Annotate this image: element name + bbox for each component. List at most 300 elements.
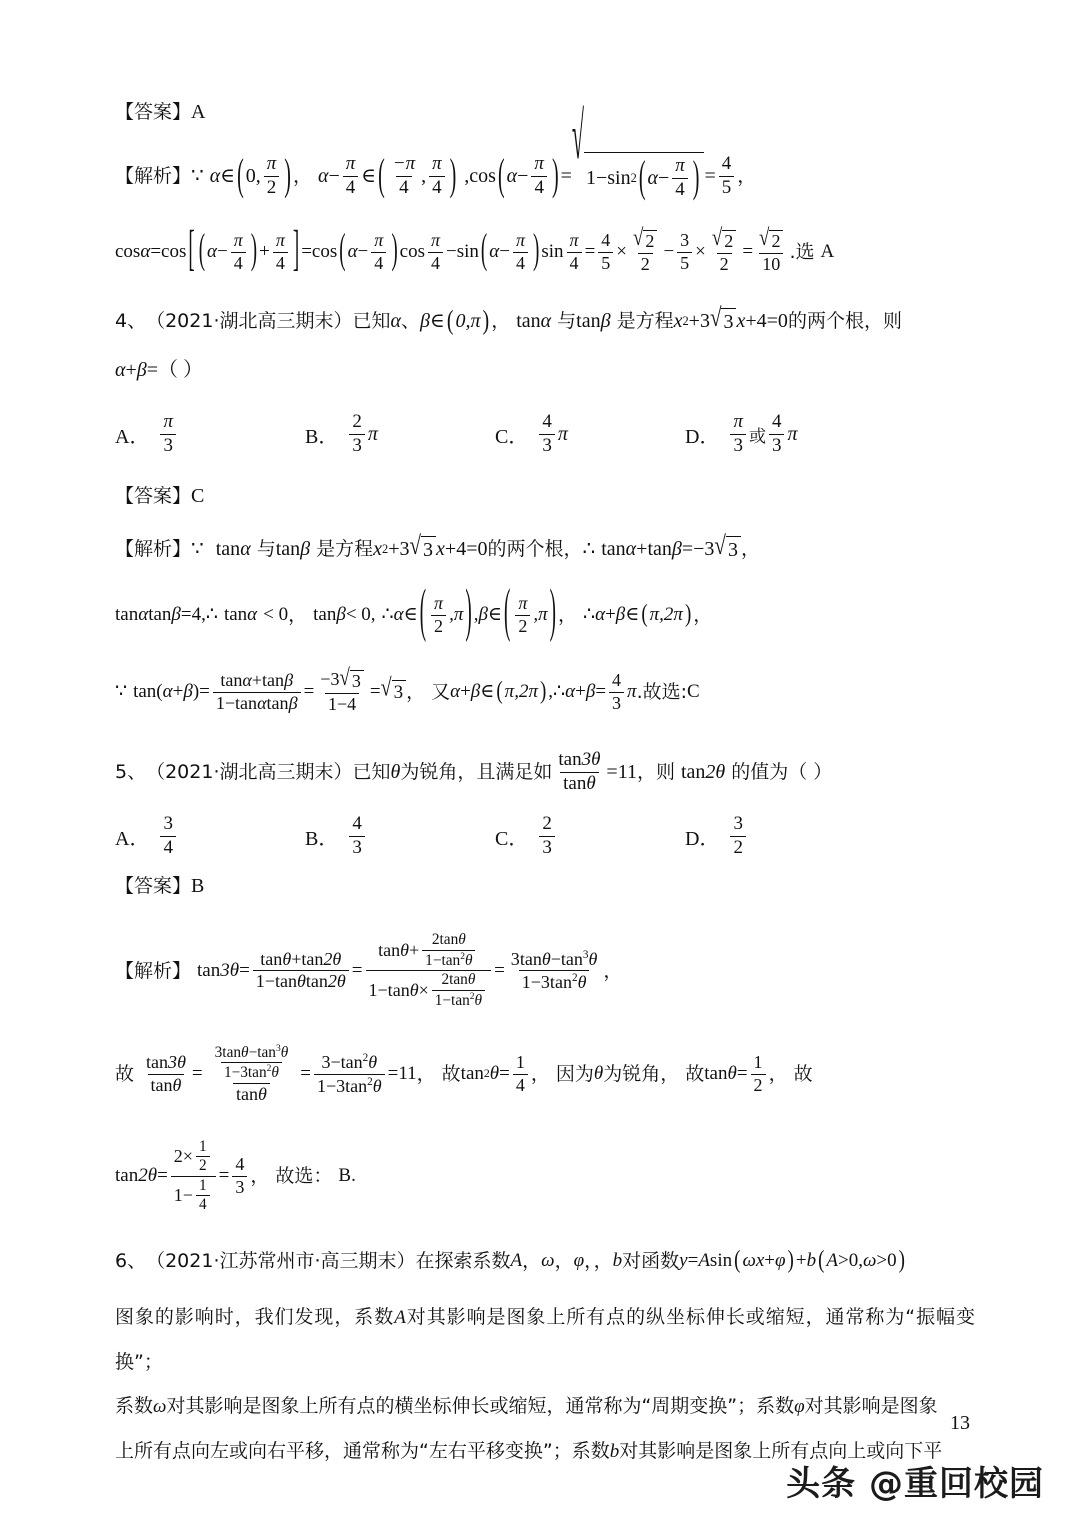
fraction-pi-4	[343, 154, 359, 198]
sin-argument	[637, 153, 702, 203]
condition-gt-2: >0	[876, 1249, 897, 1271]
numerator	[217, 671, 296, 691]
para4-text-a: 上所有点向左或向右平移，通常称为“左右平移变换”；系数	[115, 1439, 610, 1462]
denominator	[233, 1083, 270, 1104]
comma-c: ,	[370, 603, 376, 625]
beta-var-e: β	[478, 603, 488, 625]
option-a-label: A．	[115, 827, 150, 850]
tan2theta-operator: tan	[115, 1164, 139, 1186]
problem5-answer-letter: B	[191, 875, 205, 898]
option-a-value	[160, 814, 176, 858]
comma-1: ，	[491, 309, 511, 332]
denominator: 2	[515, 615, 530, 636]
num-3minus-tan: 3−tan	[321, 1052, 363, 1073]
choose-text: 故选：	[275, 1164, 333, 1187]
paren-right: )	[539, 676, 547, 706]
denominator	[366, 970, 492, 1009]
tan-operator-b: tan	[704, 1062, 728, 1084]
plus-sign: +	[636, 538, 648, 561]
square-root-2	[633, 224, 657, 252]
because-text: 因为	[555, 1062, 594, 1085]
interval-value: 0,π	[455, 310, 481, 333]
comma-c: ，	[768, 1062, 788, 1085]
interval-value: π,2π	[504, 680, 538, 702]
function-omega: ω	[742, 1249, 756, 1271]
radical-symbol: √	[714, 530, 726, 561]
equals-2: =	[351, 959, 363, 981]
num-tan: tan	[146, 1052, 169, 1073]
alpha-var-4: α	[647, 167, 658, 190]
den-times: ×	[418, 980, 429, 1001]
plus-d: +	[460, 680, 471, 702]
square-root-2b	[711, 224, 736, 252]
comma: ，	[250, 1164, 270, 1187]
denominator: 4	[428, 252, 443, 273]
denominator: 4	[513, 252, 528, 273]
radicand	[584, 152, 704, 203]
option-c[interactable]	[495, 412, 685, 456]
num-theta: θ	[400, 940, 409, 961]
radicand: 3	[421, 536, 436, 562]
analysis-label: 【解析】	[115, 959, 192, 982]
alpha-var-f: α	[595, 603, 606, 625]
also-text: 又	[431, 680, 451, 703]
den-tan-2: tan	[266, 692, 289, 713]
coefficient-b: b	[612, 1249, 623, 1271]
num-2times: 2×	[173, 1145, 193, 1166]
num-plus: +	[408, 940, 420, 961]
page-number: 13	[950, 1412, 970, 1434]
denominator: 3	[539, 836, 555, 859]
option-b[interactable]	[305, 412, 495, 456]
paren-right: )	[465, 579, 472, 645]
option-b-label: B．	[305, 425, 339, 448]
fraction-pi-4-i	[513, 231, 528, 273]
answer-label: 【答案】	[115, 100, 192, 123]
paren-left: (	[503, 579, 511, 645]
denominator: 3	[349, 836, 365, 859]
fraction-pi-4-f	[273, 231, 288, 273]
problem5-number: 5、	[115, 760, 147, 783]
num-theta-2: 2θ	[323, 949, 342, 969]
outer-den-theta: θ	[258, 1084, 267, 1105]
den-tan-1: tan	[235, 692, 258, 713]
denominator	[171, 1176, 216, 1214]
numerator: π	[430, 230, 441, 251]
tan-arg-4: β	[671, 538, 682, 561]
denominator	[148, 1074, 185, 1095]
problem4-answer-letter: C	[191, 485, 205, 508]
tan-open: tan(	[133, 680, 163, 702]
comma-f: ，	[406, 680, 426, 703]
para3-text-a: 系数	[115, 1394, 154, 1417]
num-tan-2: tan	[262, 670, 285, 691]
option-d-label: D．	[685, 425, 720, 448]
bracket-left: [	[188, 222, 195, 278]
tan-operator-1: tan	[215, 538, 241, 561]
denominator: 4	[160, 836, 176, 859]
function-plus-b: +	[795, 1249, 807, 1271]
plus-c: +	[172, 680, 184, 702]
page-content	[115, 97, 975, 1474]
problem3-answer-line	[115, 100, 975, 124]
problem5-options-row	[115, 814, 975, 858]
option-c-label: C．	[495, 827, 529, 850]
equation-exponent: 2	[382, 541, 389, 556]
tan-sq-theta: θ	[489, 1062, 500, 1084]
therefore-text-c: 故	[685, 1062, 705, 1085]
denominator: 2	[751, 1074, 766, 1095]
inner-den-theta: θ	[474, 992, 483, 1010]
function-b: b	[806, 1249, 817, 1271]
numerator: 2	[352, 411, 362, 433]
fraction-tan3theta-over-tantheta	[555, 750, 603, 794]
fraction-neg-pi-4	[390, 154, 418, 198]
option-b[interactable]	[305, 814, 495, 858]
function-equals: =	[687, 1249, 699, 1271]
numerator	[709, 224, 739, 253]
function-sin-argument	[732, 1245, 796, 1275]
alpha-var-i: α	[565, 680, 576, 702]
function-conditions	[816, 1245, 907, 1275]
den-theta-2: 2θ	[327, 971, 346, 992]
therefore-text-b: 故	[441, 1062, 461, 1085]
interval-neg-pi4-pi4	[376, 151, 458, 201]
equals-3: =	[494, 959, 505, 981]
numerator: 2	[542, 813, 552, 835]
paren-right: )	[692, 153, 700, 203]
problem5-final-answer: B.	[338, 1164, 356, 1186]
fraction-pi-2-b	[515, 594, 530, 636]
tan-sq-exp: 2	[483, 1067, 490, 1081]
problem6-stem-b: 对函数	[622, 1249, 680, 1272]
numerator: 4	[601, 230, 611, 251]
cos-arg-c	[337, 226, 399, 274]
square-root-2c	[759, 224, 783, 252]
alpha-var: α	[209, 165, 221, 188]
minus-c: −	[446, 240, 457, 262]
denominator: 4	[531, 176, 547, 199]
option-b-label: B．	[305, 827, 339, 850]
denominator: 2	[264, 176, 280, 199]
problem5-answer-line	[115, 874, 975, 898]
tan-operator: tan	[680, 761, 706, 784]
radicand: 3	[392, 680, 407, 705]
because-symbol: ∵	[115, 680, 128, 702]
element-of-d: ∈	[480, 680, 495, 702]
paren-left: (	[419, 579, 427, 645]
problem4-stem-b: 是方程	[616, 309, 674, 332]
denominator: 4	[371, 252, 386, 273]
numerator	[375, 932, 481, 970]
denominator: 4	[567, 252, 582, 273]
fraction-neg3sqrt3-over-1minus4	[317, 665, 367, 714]
paren-right: )	[551, 151, 559, 201]
numerator: π	[374, 230, 384, 251]
question-beta: β	[136, 359, 147, 382]
condition-gt-1: >0,	[838, 1249, 863, 1271]
equation-x2: x	[436, 538, 445, 561]
inner-den-exp: 2	[469, 992, 475, 1003]
equation-x: x	[373, 538, 383, 561]
option-d-label: D．	[685, 827, 720, 850]
comma-g: ,	[548, 680, 554, 702]
problem4-final-answer: C	[687, 680, 700, 702]
coefficient-A: A	[510, 1249, 523, 1271]
option-b-value	[349, 814, 365, 858]
numerator: 4	[352, 813, 362, 835]
radicand: 2	[769, 230, 783, 251]
equation-plus3: +3	[388, 538, 410, 561]
equals-4: =4	[180, 603, 202, 625]
select-text: .选	[789, 240, 815, 263]
fraction-pi-2	[264, 154, 280, 198]
radical-symbol: √	[633, 224, 644, 252]
para4-text-c: 对其影响是图象上所有点向上或向下平	[619, 1439, 943, 1462]
den-alpha: α	[257, 692, 267, 713]
para3-text-b: 对其影响是图象上所有点的横坐标伸长或缩短，通常称为“周期变换”；系数	[166, 1394, 795, 1417]
sin-operator-a: sin	[456, 240, 479, 262]
minus-d: −	[499, 240, 510, 262]
denominator: 3	[769, 434, 785, 457]
less-than-zero-b: < 0	[345, 603, 371, 625]
equals-a: =	[150, 240, 162, 262]
problem4-analysis-line1	[115, 530, 975, 562]
inner-fraction-1-4	[196, 1178, 210, 1214]
answer-label: 【答案】	[115, 874, 192, 897]
problem5-analysis-line2	[115, 1044, 975, 1105]
beta-var-g: β	[183, 680, 193, 702]
den-arg: θ	[586, 772, 596, 794]
num-alpha: α	[242, 670, 252, 691]
numerator	[318, 1052, 380, 1074]
para2-text-a: 图象的影响时，我们发现，系数	[115, 1305, 395, 1328]
paren-left: (	[818, 1245, 825, 1275]
equals-a: =	[157, 1164, 168, 1186]
denominator: 4	[429, 176, 445, 199]
para2-text-b: 对其影响是图象上所有点的纵坐标伸长或缩短，通常称为“振幅变换”；	[115, 1305, 975, 1373]
problem6-stem-line1	[115, 1245, 975, 1275]
problem4-analysis-line2	[115, 579, 975, 645]
element-of-b: ∈	[487, 603, 502, 625]
inner-den-theta: θ	[464, 951, 473, 969]
question-equals-blank: =（ ）	[146, 359, 204, 382]
equals-d: =	[742, 240, 754, 262]
inner-den-exp: 2	[460, 951, 465, 962]
comma-d: ,	[473, 603, 479, 625]
square-root-3	[709, 302, 737, 334]
tan-operator-1: tan	[516, 310, 541, 333]
interval-rest: ,π	[533, 603, 548, 625]
equals-1: =	[239, 959, 250, 981]
numerator: π	[233, 230, 243, 251]
numerator	[555, 750, 603, 772]
radical-symbol: √	[380, 674, 392, 702]
radical-symbol: √	[571, 97, 584, 173]
equals-b: =	[301, 240, 312, 262]
problem6-paragraph-3	[115, 1384, 975, 1429]
fraction-addition-formula	[253, 950, 349, 992]
equation-x: x	[673, 310, 683, 333]
option-b-suffix: π	[367, 422, 378, 445]
numerator: π	[675, 155, 685, 176]
numerator: π	[569, 230, 579, 251]
trailing-comma: ，	[693, 603, 713, 626]
tan-arg-a: α	[138, 603, 149, 625]
because-symbol: ∵	[191, 165, 204, 188]
element-of-symbol-2: ∈	[361, 165, 377, 188]
option-a[interactable]	[115, 814, 305, 858]
option-c-label: C．	[495, 425, 529, 448]
cos-operator: cos	[469, 165, 496, 188]
tan-operator-3: tan	[601, 538, 626, 561]
option-d-suffix: π	[787, 422, 798, 445]
num-minus-tan: −tan	[550, 949, 583, 969]
equals-h: =	[595, 680, 607, 702]
interval-start: 0,	[245, 165, 261, 188]
inner-den-theta: θ	[271, 1064, 279, 1082]
paren-left: (	[480, 226, 488, 274]
numerator	[429, 932, 469, 950]
para4-coefficient-b: b	[609, 1440, 620, 1462]
tan-arg: 2θ	[705, 761, 726, 784]
minus-a: −	[217, 240, 228, 262]
paren-right: )	[482, 306, 490, 336]
bracket-group	[186, 222, 301, 278]
and-text: 与	[256, 537, 276, 560]
numerator: π	[163, 411, 173, 433]
therefore-c: ∴	[582, 603, 596, 625]
pi-symbol: π	[627, 680, 637, 702]
option-a-value	[160, 412, 176, 456]
radicand: 3	[350, 670, 364, 691]
problem5-analysis-line1	[115, 932, 975, 1009]
numerator: 4	[612, 670, 622, 691]
problem5-source: （2021·湖北高三期末）	[146, 760, 353, 783]
numerator: 3	[680, 230, 690, 251]
beta-var-i: β	[585, 680, 596, 702]
problem3-final-answer: A	[820, 240, 835, 262]
plus-a: +	[259, 240, 270, 262]
trailing-comma: ，	[737, 164, 757, 187]
num-exp: 3	[582, 948, 589, 961]
option-d[interactable]	[685, 814, 749, 858]
num-tan-1: tan	[260, 949, 283, 969]
inner-num-theta-2: θ	[280, 1043, 289, 1061]
option-d[interactable]	[685, 412, 798, 456]
den-one-minus: 1−	[215, 692, 236, 713]
numerator: 3	[163, 813, 173, 835]
element-of-c: ∈	[625, 603, 640, 625]
denominator: 10	[759, 253, 783, 274]
function-y: y	[679, 1249, 688, 1271]
function-x: x	[755, 1249, 765, 1271]
num-tan-2: tan	[301, 949, 324, 969]
denominator: 3	[539, 434, 555, 457]
fraction-pi-4-g	[371, 231, 386, 273]
radicand: 2	[722, 230, 736, 251]
tan-arg-c: α	[247, 603, 258, 625]
paren-left: (	[198, 226, 206, 274]
numerator	[438, 972, 478, 990]
comma-1: ，	[522, 1249, 542, 1272]
den-theta: θ	[409, 980, 419, 1001]
alpha-var-e: α	[393, 603, 404, 625]
comma-1: ，	[292, 164, 312, 187]
denominator: 4	[343, 176, 359, 199]
denominator: 1−4	[325, 693, 359, 714]
sin-operator-b: sin	[541, 240, 564, 262]
den-one-minus: 1−	[173, 1184, 193, 1205]
tan2theta-arg: 2θ	[138, 1164, 158, 1186]
option-c[interactable]	[495, 814, 685, 858]
fraction-triple-angle-result	[508, 949, 601, 993]
numerator	[206, 1044, 298, 1083]
denominator	[213, 692, 301, 713]
numerator	[630, 224, 660, 253]
comma-2: ,	[464, 165, 470, 188]
option-b-value	[349, 412, 365, 456]
minus-2: −	[517, 165, 529, 188]
problem4-source: （2021·湖北高三期末）	[146, 309, 353, 332]
tan-operator-b: tan	[148, 603, 172, 625]
comma-then: ，则	[636, 760, 675, 783]
alpha-var-h: α	[450, 680, 461, 702]
trailing-comma: ，	[603, 959, 623, 982]
problem3-analysis-line2	[115, 222, 975, 278]
option-a-label: A．	[115, 425, 150, 448]
tan-operator-d: tan	[313, 603, 337, 625]
equals-b: =	[300, 1062, 311, 1084]
minus-1: −	[328, 165, 340, 188]
therefore-text: 故	[115, 1062, 135, 1085]
denominator: 4	[196, 1195, 210, 1214]
inner-fraction-1-2	[196, 1139, 210, 1175]
paren-left: (	[496, 676, 503, 706]
therefore-text-d: 故	[793, 1062, 813, 1085]
square-root-3d	[380, 674, 406, 705]
paren-left: (	[446, 306, 454, 336]
alpha-var-3: α	[506, 165, 518, 188]
inner-num-2tan: 2tan	[431, 931, 459, 949]
option-d-value-2	[769, 412, 785, 456]
equals-c: =	[584, 240, 596, 262]
inner-den-exp: 2	[266, 1064, 272, 1075]
tan-operator-a: tan	[115, 603, 139, 625]
numerator: π	[432, 153, 442, 174]
denominator	[221, 1062, 282, 1082]
sin-exponent: 2	[630, 170, 637, 185]
option-a[interactable]	[115, 412, 305, 456]
radical-symbol: √	[759, 224, 770, 252]
num-tan: tan	[378, 940, 401, 961]
comma-2: ，	[554, 1249, 574, 1272]
function-A: A	[698, 1249, 710, 1271]
num-tan-1: tan	[220, 670, 243, 691]
cos-operator-d: cos	[399, 240, 425, 262]
comma-a: ,	[201, 603, 206, 625]
numerator: π	[345, 153, 356, 174]
problem6-stem-a: 在探索系数	[415, 1249, 511, 1272]
numerator	[756, 224, 786, 253]
den-one-minus-tan: 1−tan	[368, 980, 410, 1001]
den-tan-2: tan	[305, 971, 328, 992]
fraction-pi-4-h	[428, 231, 443, 273]
tan-operator-4: tan	[647, 538, 672, 561]
cos-operator-a: cos	[115, 240, 141, 262]
fraction-double-angle-eval	[171, 1139, 216, 1214]
therefore-symbol: ∴	[582, 538, 596, 561]
